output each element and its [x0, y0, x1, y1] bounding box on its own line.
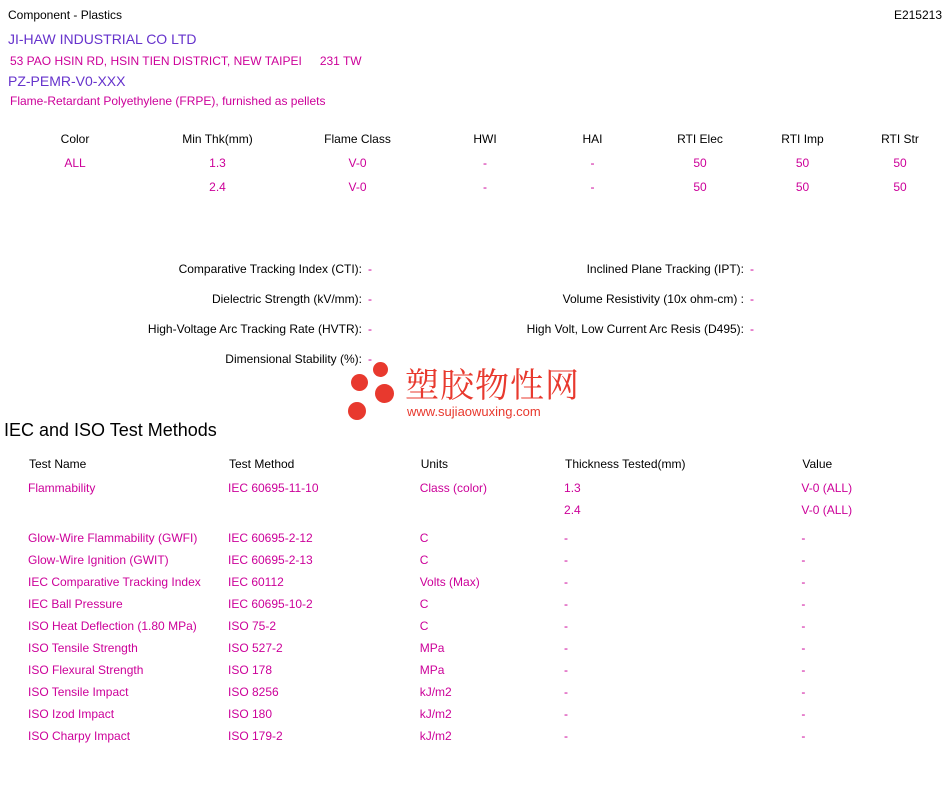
- col-rti-str: RTI Str: [881, 132, 919, 146]
- cell-value: -: [801, 641, 806, 655]
- cell-value: -: [801, 729, 806, 743]
- table-row: [28, 685, 928, 707]
- ratings-table: [0, 132, 950, 204]
- properties-block: [0, 262, 950, 382]
- col-rti-imp: RTI Imp: [781, 132, 824, 146]
- cell-hwi: -: [483, 156, 487, 170]
- cell-test-name: Glow-Wire Flammability (GWFI): [28, 531, 198, 545]
- cell-test-method: IEC 60695-2-12: [227, 531, 313, 545]
- watermark-url: www.sujiaowuxing.com: [407, 404, 541, 419]
- component-category-label: Component - Plastics: [8, 8, 123, 22]
- property-value: -: [750, 262, 754, 276]
- cell-test-method: IEC 60695-10-2: [227, 597, 313, 611]
- property-ipt: [587, 262, 754, 276]
- cell-units: C: [419, 619, 429, 633]
- cell-rti-imp: 50: [795, 156, 810, 170]
- cell-test-name: ISO Izod Impact: [28, 707, 115, 721]
- cell-test-method: IEC 60112: [227, 575, 284, 589]
- cell-min-thk: 1.3: [209, 156, 226, 170]
- col-thickness: Thickness Tested(mm): [565, 457, 686, 471]
- cell-test-name: ISO Tensile Impact: [28, 685, 129, 699]
- company-address: [10, 54, 362, 68]
- cell-test-method: ISO 180: [227, 707, 273, 721]
- cell-units: C: [419, 553, 429, 567]
- property-value: -: [368, 292, 372, 306]
- property-label: Dielectric Strength (kV/mm):: [211, 292, 362, 306]
- cell-test-method: [228, 503, 420, 531]
- model-designation: PZ-PEMR-V0-XXX: [8, 73, 126, 89]
- ratings-header-row: [0, 132, 950, 156]
- test-methods-table: [28, 456, 928, 759]
- cell-test-name: ISO Heat Deflection (1.80 MPa): [28, 619, 197, 633]
- property-row: [0, 322, 950, 352]
- cell-test-method: ISO 527-2: [227, 641, 283, 655]
- methods-header-row: [28, 456, 928, 481]
- cell-thickness: -: [564, 641, 569, 655]
- document-header: [8, 8, 942, 22]
- cell-test-method: ISO 179-2: [227, 729, 283, 743]
- cell-units: C: [419, 597, 429, 611]
- cell-color: [0, 180, 150, 204]
- watermark-text: 塑胶物性网: [405, 366, 580, 406]
- col-test-method: Test Method: [228, 457, 295, 471]
- cell-test-method: ISO 8256: [227, 685, 279, 699]
- cell-value: [801, 751, 928, 759]
- table-row: [0, 180, 950, 204]
- cell-thickness: -: [564, 575, 569, 589]
- cell-units: [420, 751, 564, 759]
- col-flame: Flame Class: [324, 132, 391, 146]
- table-row: [0, 156, 950, 180]
- col-value: Value: [802, 457, 833, 471]
- cell-test-method: ISO 75-2: [227, 619, 277, 633]
- country-code: 231 TW: [319, 54, 362, 68]
- cell-units: MPa: [419, 641, 445, 655]
- material-description: Flame-Retardant Polyethylene (FRPE), furnished as pellets: [10, 94, 326, 108]
- cell-value: -: [801, 553, 806, 567]
- cell-thickness: -: [564, 597, 569, 611]
- cell-test-name: Glow-Wire Ignition (GWIT): [28, 553, 169, 567]
- cell-flame: V-0: [348, 180, 367, 194]
- cell-test-method: [228, 751, 420, 759]
- cell-rti-elec: 50: [693, 156, 707, 170]
- table-row: [28, 751, 928, 759]
- cell-test-name: IEC Ball Pressure: [28, 597, 123, 611]
- property-label: High-Voltage Arc Tracking Rate (HVTR):: [147, 322, 362, 336]
- cell-value: -: [801, 707, 806, 721]
- cell-rti-imp: 50: [795, 180, 810, 194]
- col-min-thk: Min Thk(mm): [182, 132, 253, 146]
- property-dielectric-strength: [212, 292, 372, 306]
- cell-thickness: 1.3: [564, 481, 581, 495]
- property-value: -: [368, 352, 372, 366]
- col-hwi: HWI: [473, 132, 497, 146]
- cell-value: -: [801, 597, 806, 611]
- cell-value: V-0 (ALL): [801, 481, 853, 495]
- cell-thickness: -: [564, 729, 569, 743]
- cell-thickness: -: [564, 553, 569, 567]
- cell-thickness: 2.4: [564, 503, 581, 517]
- file-number: E215213: [893, 8, 942, 22]
- cell-thickness: -: [564, 663, 569, 677]
- company-name: JI-HAW INDUSTRIAL CO LTD: [8, 31, 197, 47]
- cell-units: MPa: [419, 663, 445, 677]
- property-d495: [527, 322, 754, 336]
- cell-thickness: -: [564, 619, 569, 633]
- cell-value: -: [801, 575, 806, 589]
- cell-rti-str: 50: [893, 156, 907, 170]
- cell-thickness: -: [564, 685, 569, 699]
- property-cti: [179, 262, 372, 276]
- property-row: [0, 262, 950, 292]
- cell-test-name: ISO Tensile Strength: [28, 641, 138, 655]
- address-line: 53 PAO HSIN RD, HSIN TIEN DISTRICT, NEW TAIPEI: [10, 54, 302, 68]
- cell-test-method: IEC 60695-2-13: [227, 553, 313, 567]
- cell-value: V-0 (ALL): [801, 503, 853, 517]
- property-label: High Volt, Low Current Arc Resis (D495):: [526, 322, 744, 336]
- table-row: [28, 641, 928, 663]
- cell-min-thk: 2.4: [209, 180, 226, 194]
- property-value: -: [750, 322, 754, 336]
- table-row: [28, 503, 928, 531]
- table-row: [28, 553, 928, 575]
- page-title: IEC and ISO Test Methods: [4, 420, 217, 440]
- table-row: [28, 575, 928, 597]
- col-units: Units: [420, 457, 449, 471]
- cell-color: ALL: [64, 156, 86, 170]
- property-value: -: [368, 322, 372, 336]
- property-label: Comparative Tracking Index (CTI):: [178, 262, 362, 276]
- property-dimensional-stability: [225, 352, 372, 366]
- cell-test-name: IEC Comparative Tracking Index: [28, 575, 201, 589]
- cell-test-name: Flammability: [28, 481, 96, 495]
- property-label: Inclined Plane Tracking (IPT):: [586, 262, 744, 276]
- cell-units: kJ/m2: [419, 707, 452, 721]
- cell-units: kJ/m2: [419, 685, 452, 699]
- col-color: Color: [60, 132, 90, 146]
- cell-test-method: IEC 60695-11-10: [227, 481, 319, 495]
- table-row: [28, 663, 928, 685]
- cell-units: C: [419, 531, 429, 545]
- cell-value: -: [801, 663, 806, 677]
- property-volume-resistivity: [563, 292, 754, 306]
- property-value: -: [750, 292, 754, 306]
- cell-rti-str: 50: [893, 180, 907, 194]
- property-label: Dimensional Stability (%):: [225, 352, 362, 366]
- cell-thickness: [564, 751, 801, 759]
- col-rti-elec: RTI Elec: [677, 132, 723, 146]
- table-row: [28, 597, 928, 619]
- cell-hai: -: [590, 156, 595, 170]
- col-test-name: Test Name: [29, 457, 87, 471]
- cell-hwi: -: [483, 180, 487, 194]
- property-value: -: [368, 262, 372, 276]
- table-row: [28, 531, 928, 553]
- cell-test-name: [28, 503, 228, 531]
- table-row: [28, 707, 928, 729]
- property-label: Volume Resistivity (10x ohm-cm) :: [562, 292, 744, 306]
- cell-value: -: [801, 685, 806, 699]
- cell-units: [420, 503, 564, 531]
- cell-thickness: -: [564, 707, 569, 721]
- cell-test-method: ISO 178: [227, 663, 273, 677]
- cell-value: -: [801, 531, 806, 545]
- property-row: [0, 352, 950, 382]
- cell-flame: V-0: [348, 156, 367, 170]
- property-row: [0, 292, 950, 322]
- cell-hai: -: [590, 180, 595, 194]
- cell-test-name: ISO Flexural Strength: [28, 663, 144, 677]
- cell-value: -: [801, 619, 806, 633]
- cell-test-name: ISO Charpy Impact: [28, 729, 131, 743]
- cell-units: kJ/m2: [419, 729, 452, 743]
- table-row: [28, 619, 928, 641]
- table-row: [28, 481, 928, 503]
- cell-test-name: [28, 751, 228, 759]
- table-row: [28, 729, 928, 751]
- property-hvtr: [148, 322, 372, 336]
- cell-units: Class (color): [419, 481, 488, 495]
- cell-units: Volts (Max): [419, 575, 480, 589]
- cell-rti-elec: 50: [693, 180, 707, 194]
- col-hai: HAI: [582, 132, 603, 146]
- cell-thickness: -: [564, 531, 569, 545]
